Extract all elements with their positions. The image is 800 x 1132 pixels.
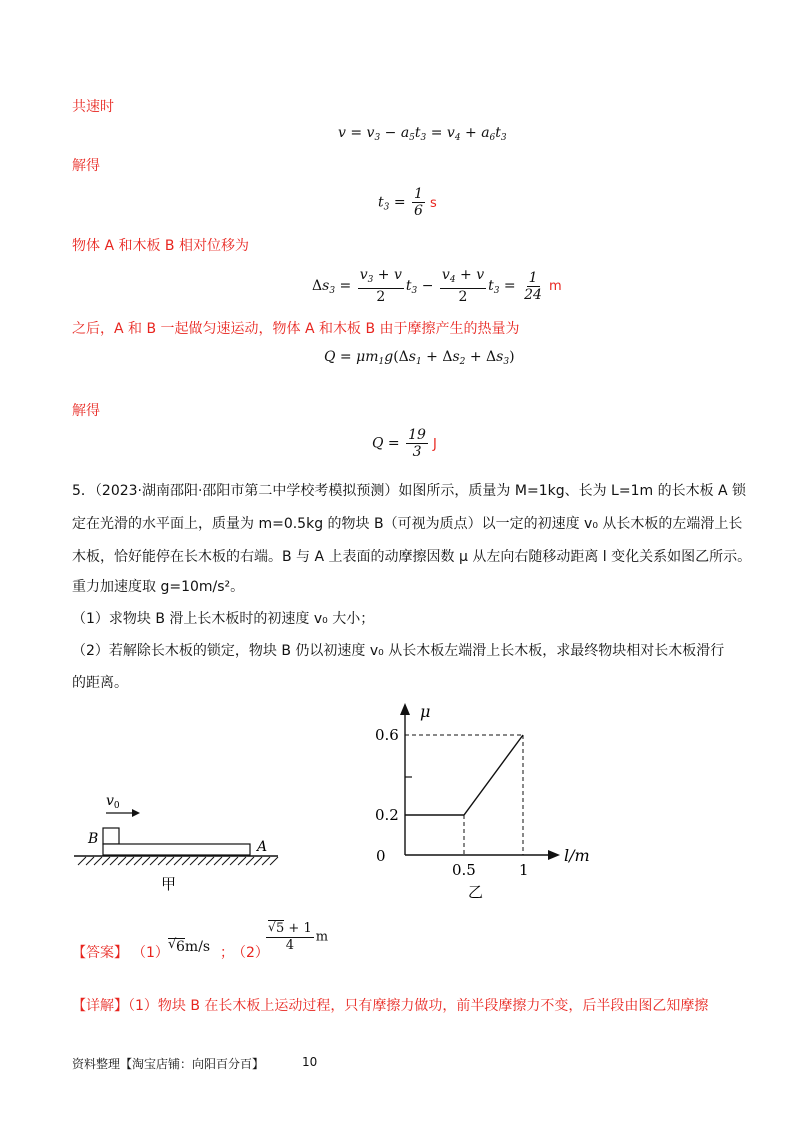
common-speed-label: 共速时 xyxy=(72,99,114,115)
ground-hatching xyxy=(78,857,278,865)
equation-heat-Q: $Q = \mu m_1g(\Delta s_1 + \Delta s_2 + \Delta s_3)$ xyxy=(324,349,515,367)
answer-2-unit: m xyxy=(315,929,329,945)
question-2-line-2: 的距离。 xyxy=(72,675,128,691)
x-axis-arrow xyxy=(548,850,560,860)
question-2-line-1: （2）若解除长木板的锁定，物块 B 仍以初速度 v₀ 从长木板左端滑上长木板，求最终物块相对长木板滑行 xyxy=(72,643,725,659)
answer-part-1-label: （1） xyxy=(132,945,169,961)
equation-t3: $t_3$ = $\frac{1}{6}$ s xyxy=(378,186,437,219)
figure-yi-chart xyxy=(360,695,600,900)
figure-caption-jia: 甲 xyxy=(161,875,177,893)
board-A xyxy=(103,844,250,855)
answer-tag: 【答案】 xyxy=(72,945,128,961)
answer-block xyxy=(72,920,472,970)
equation-common-speed: $v = v_3 - a_5t_3 = v_4 + a_6t_3$ xyxy=(338,125,507,143)
velocity-arrow-head xyxy=(132,809,140,817)
unit-meters: m xyxy=(548,279,562,294)
label-A: A xyxy=(257,839,268,855)
x-tick-label-05: 0.5 xyxy=(452,861,476,879)
problem-line-3: 木板，恰好能停在长木板的右端。B 与 A 上表面的动摩擦因数 μ 从左向右随移动距离 l 变化关系如图乙所示。 xyxy=(72,549,752,565)
y-axis-arrow xyxy=(400,703,410,715)
relative-displacement-label: 物体 A 和木板 B 相对位移为 xyxy=(72,238,249,254)
unit-seconds: s xyxy=(429,195,437,211)
equation-delta-s3: $\Delta s_3$ = $\frac{v_3 + v}{2}$ $t_3$ − $\frac{v_4 + v}{2}$ $t_3$ = $\frac{1}{24}$ m xyxy=(312,267,562,305)
y-tick-label-02: 0.2 xyxy=(375,806,399,824)
footer-source: 资料整理【淘宝店铺：向阳百分百】 xyxy=(72,1057,265,1071)
problem-line-4: 重力加速度取 g=10m/s²。 xyxy=(72,579,245,595)
figure-caption-yi: 乙 xyxy=(468,883,484,900)
y-axis-label: μ xyxy=(420,702,431,721)
solve-label-2: 解得 xyxy=(72,403,100,419)
detail-line xyxy=(72,996,708,1016)
mu-series-line xyxy=(405,735,523,815)
answer-part-1-value: √ 6m/s xyxy=(168,937,211,955)
unit-joules: J xyxy=(432,436,437,452)
page-number: 10 xyxy=(302,1055,318,1069)
x-axis-label: l/m xyxy=(564,846,590,865)
problem-line-1: 5．（2023·湖南邵阳·邵阳市第二中学校考模拟预测）如图所示，质量为 M=1kg、长为 L=1m 的长木板 A 锁 xyxy=(72,483,747,499)
y-tick-label-06: 0.6 xyxy=(375,726,399,744)
answer-part-2-value: √ 5 + 1 4 m xyxy=(268,920,329,953)
solve-label-1: 解得 xyxy=(72,158,100,174)
block-B xyxy=(103,828,119,844)
v0-label: $v_0$ xyxy=(106,793,120,811)
problem-line-2: 定在光滑的水平面上，质量为 m=0.5kg 的物块 B（可视为质点）以一定的初速度 v₀ 从长木板的左端滑上长 xyxy=(72,516,743,532)
label-B: B xyxy=(88,831,99,847)
after-motion-text: 之后，A 和 B 一起做匀速运动，物体 A 和木板 B 由于摩擦产生的热量为 xyxy=(72,321,520,337)
detail-tag: 【详解】 xyxy=(72,998,128,1014)
answer-separator: ； xyxy=(220,945,234,961)
answer-part-2-label: （2） xyxy=(232,945,269,961)
answer-1-unit: m/s xyxy=(184,939,211,955)
x-tick-label-1: 1 xyxy=(519,861,529,879)
figure-jia xyxy=(66,785,286,895)
equation-Q-result: Q = $\frac{19}{3}$ J xyxy=(372,427,437,460)
question-1: （1）求物块 B 滑上长木板时的初速度 v₀ 大小； xyxy=(72,611,375,627)
chart-marks xyxy=(375,726,529,879)
origin-label: 0 xyxy=(376,847,386,865)
detail-text: （1）物块 B 在长木板上运动过程，只有摩擦力做功，前半段摩擦力不变，后半段由图乙知摩擦 xyxy=(128,998,709,1014)
